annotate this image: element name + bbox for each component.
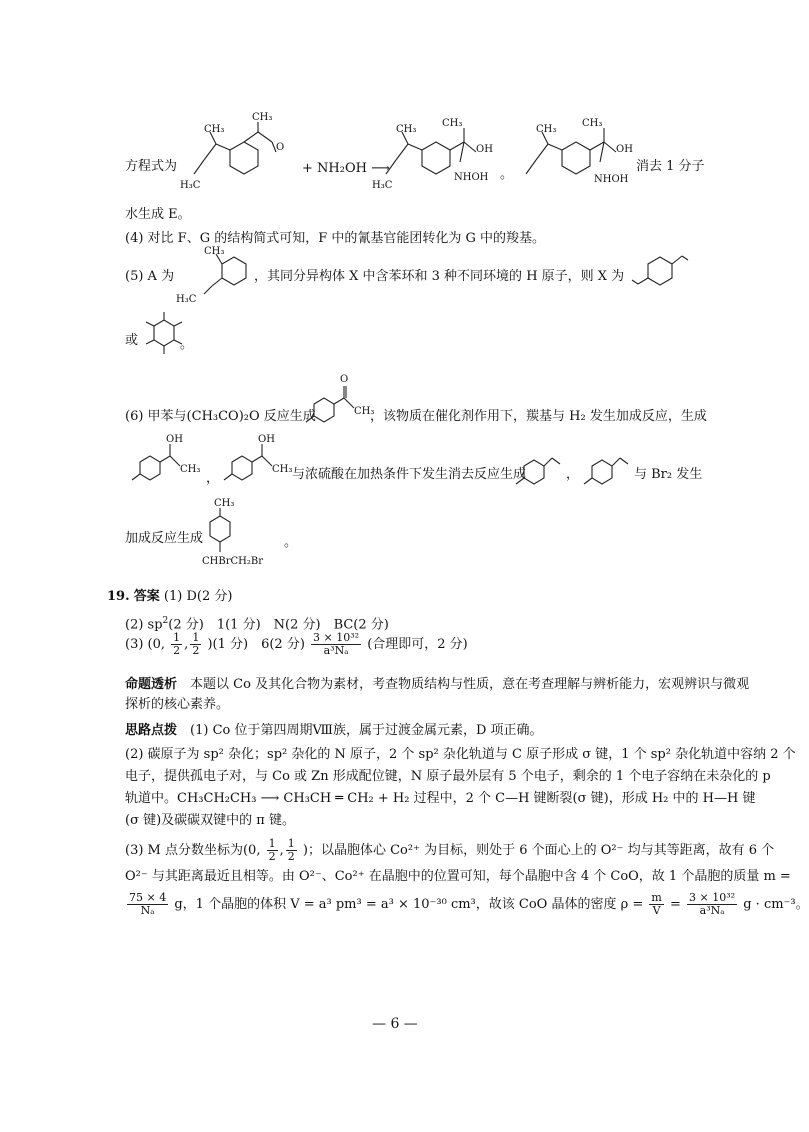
q18-p6-d: 与 Br₂ 发生 xyxy=(634,467,703,482)
mol3-ch3-label: CH₃ xyxy=(582,118,603,129)
q18-p6-comma: ， xyxy=(206,471,220,486)
q19-a1: (1) D(2 分) xyxy=(163,589,233,604)
q19-a3-tail: (合理即可，2 分) xyxy=(367,637,468,652)
reactant-aldehyde-structure xyxy=(180,112,290,197)
a-ch3-label: CH₃ xyxy=(204,246,225,257)
q19-a3-mid: )(1 分) 6(2 分) xyxy=(207,637,305,652)
q18-p6-end: 。 xyxy=(284,535,298,550)
methylacetophenone-structure xyxy=(302,374,375,433)
q19-a2-prefix: (2) sp xyxy=(125,617,163,633)
mol2-ch3-label: CH₃ xyxy=(442,118,463,129)
sl-2b: 电子，提供孤电子对，与 Co 或 Zn 形成配位键，N 原子最外层有 5 个电子，剩余的 1 个电子容纳在未杂化的 p xyxy=(125,769,771,784)
q19-a3-frac1: $\frac{1}{2}$ xyxy=(173,631,181,657)
q18-p5-end: 。 xyxy=(180,337,194,352)
sl-3a-frac1: $\frac{1}{2}$ xyxy=(268,837,276,863)
dibromide-group-label: CHBrCH₂Br xyxy=(202,556,264,567)
isomer-x1-structure xyxy=(630,250,690,295)
vinyltoluene-b-structure xyxy=(580,454,630,494)
mol1-ch3-b-label: CH₃ xyxy=(204,124,225,135)
compound-a-structure xyxy=(176,246,256,305)
alcohol-a-structure xyxy=(130,436,210,491)
sl-3c-unit: g · cm⁻³。 xyxy=(743,897,809,912)
sl-3c-mid: g，1 个晶胞的体积 V = a³ pm³ = a³ × 10⁻³⁰ cm³，故该 CoO 晶体的密度 ρ = xyxy=(174,897,644,912)
sl-3a-post: )；以晶胞体心 Co²⁺ 为目标，则处于 6 个面心上的 O²⁻ 均与其等距离，故有 6 个 xyxy=(302,843,775,858)
q19-answer-label: 答案 xyxy=(133,589,160,604)
sl-3c-mass-frac: $\frac{75 \times 4}{\text{Nₐ}}$ xyxy=(129,891,167,917)
alc2-ch3-label: CH₃ xyxy=(272,464,293,475)
sl-3b: O²⁻ 与其距离最近且相等。由 O²⁻、Co²⁺ 在晶胞中的位置可知，每个晶胞中含 4 个 CoO，故 1 个晶胞的质量 m = xyxy=(125,869,791,884)
q18-p5-a: (5) A 为 xyxy=(125,269,175,284)
mol3-oh-label: OH xyxy=(616,144,633,155)
sl-3a-frac2: $\frac{1}{2}$ xyxy=(287,837,295,863)
q18-p5-b: ，其同分异构体 X 中含苯环和 3 种不同环境的 H 原子，则 X 为 xyxy=(254,269,625,284)
q18-p6-b: ，该物质在催化剂作用下，羰基与 H₂ 发生加成反应，生成 xyxy=(370,409,707,424)
mol2-ch3-b-label: CH₃ xyxy=(396,124,417,135)
mol2-h3c-label: H₃C xyxy=(372,180,393,191)
page-number: — 6 — xyxy=(372,1016,418,1032)
eq-prefix: 方程式为 xyxy=(125,159,178,174)
sl-label: 思路点拨 xyxy=(125,723,178,738)
q18-p6-a: (6) 甲苯与(CH₃CO)₂O 反应生成 xyxy=(125,409,316,424)
q19-a3-prefix: (3) (0, xyxy=(125,637,166,652)
mt-text1: 本题以 Co 及其化合物为素材，考查物质结构与性质，意在考查理解与辨析能力，宏观辨识与微观 xyxy=(190,677,750,692)
alc1-ch3-label: CH₃ xyxy=(180,464,201,475)
sl-2d: (σ 键)及碳碳双键中的 π 键。 xyxy=(125,813,295,828)
q18-p6-comma2: ， xyxy=(566,467,580,482)
alc2-oh-label: OH xyxy=(258,434,275,445)
q19-a3-density-frac: $\frac{\text{3 × 10³²}}{\text{a³Nₐ}}$ xyxy=(313,631,360,657)
a-h3c-label: H₃C xyxy=(176,294,197,305)
mt-label: 命题透析 xyxy=(125,677,178,692)
ketone-o-label: O xyxy=(340,374,349,385)
mol3-ch3-b-label: CH₃ xyxy=(536,124,557,135)
mol2-nhoh-label: NHOH xyxy=(454,172,489,183)
mol1-o-label: O xyxy=(276,142,285,153)
sl-1: (1) Co 位于第四周期Ⅷ族，属于过渡金属元素，D 项正确。 xyxy=(190,723,543,738)
reagent-text: + NH₂OH ⟶ xyxy=(302,161,390,176)
ketone-ch3-label: CH₃ xyxy=(354,406,375,417)
sl-3c-density-frac: $\frac{\text{3 × 10³²}}{\text{a³Nₐ}}$ xyxy=(689,891,736,917)
sl-3c-mv-frac: $\frac{m}{V}$ xyxy=(651,891,662,917)
q19-a2-rest: (2 分) 1(1 分) N(2 分) BC(2 分) xyxy=(168,617,389,633)
q18-p4: (4) 对比 F、G 的结构简式可知，F 中的氰基官能团转化为 G 中的羧基。 xyxy=(125,231,546,246)
q19-number: 19. xyxy=(107,589,130,604)
product-oxime-structure xyxy=(372,118,502,197)
q19-a3-frac2: $\frac{1}{2}$ xyxy=(192,631,200,657)
elimination-substrate-structure xyxy=(512,118,637,197)
elim-line2: 水生成 E。 xyxy=(125,207,191,222)
dibromide-ch3-label: CH₃ xyxy=(214,498,235,509)
dibromide-product-structure xyxy=(200,500,290,580)
mol2-oh-label: OH xyxy=(476,144,493,155)
q18-p6-c: 与浓硫酸在加热条件下发生消去反应生成 xyxy=(292,467,527,482)
mt-text2: 探析的核心素养。 xyxy=(125,697,230,712)
elim-tail: 消去 1 分子 xyxy=(636,159,705,174)
sl-3a-pre: (3) M 点分数坐标为(0, xyxy=(125,843,261,858)
alc1-oh-label: OH xyxy=(166,434,183,445)
mol1-ch3-label: CH₃ xyxy=(252,112,273,123)
mol3-nhoh-label: NHOH xyxy=(594,174,629,185)
q19-a2-sup: 2 xyxy=(162,616,169,626)
sl-2a: (2) 碳原子为 sp² 杂化；sp² 杂化的 N 原子，2 个 sp² 杂化轨道与 C 原子形成 σ 键，1 个 sp² 杂化轨道中容纳 2 个 xyxy=(125,747,796,762)
q18-p6-e: 加成反应生成 xyxy=(125,531,204,546)
q18-p5-or: 或 xyxy=(125,333,139,348)
sl-3c-eq: = xyxy=(670,897,681,912)
vinyltoluene-a-structure xyxy=(512,454,562,494)
sl-2c: 轨道中。CH₃CH₂CH₃ ⟶ CH₃CH ═ CH₂ + H₂ 过程中，2 个 C—H 键断裂(σ 键)，形成 H₂ 中的 H—H 键 xyxy=(125,791,756,806)
separator: 。 xyxy=(500,167,514,182)
alcohol-b-structure xyxy=(222,436,302,491)
mol1-h3c-label: H₃C xyxy=(180,180,201,191)
